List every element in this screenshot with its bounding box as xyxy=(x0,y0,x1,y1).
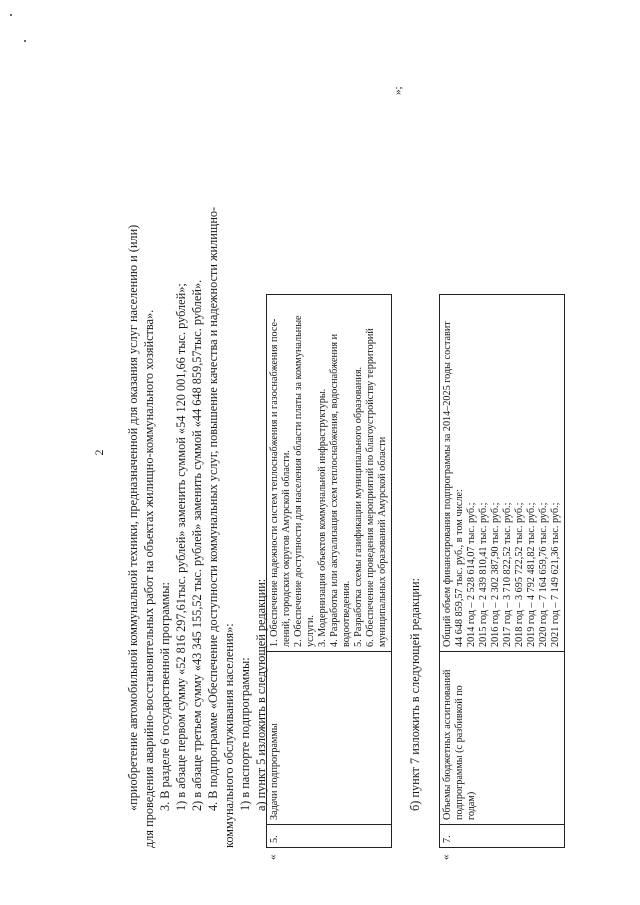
content-line: 44 648 859,57 тыс. руб., в том числе: xyxy=(454,489,465,647)
item7-table xyxy=(439,294,565,848)
content-line: 2018 год – 3 695 722,52 тыс. руб.; xyxy=(514,502,525,647)
paragraph: б) пункт 7 изложить в следующей редакции: xyxy=(408,577,422,811)
item-label: Объемы бюджетных ассигнований подпрограммы (с разбивкой по годам) xyxy=(440,652,565,825)
paragraph: «приобретение автомобильной коммунальной техники, предназначенной для оказания услуг населению и (или) xyxy=(126,224,140,811)
content-line: 2015 год – 2 439 810,41 тыс. руб.; xyxy=(478,502,489,647)
item-number: 5. xyxy=(267,825,392,848)
content-line: лений, городских округов Амурской области. xyxy=(281,450,292,647)
paragraph: 2) в абзаце третьем сумму «43 345 155,52 тыс. рублей» заменить суммой «44 648 859,57тыс. рублей». xyxy=(190,279,204,811)
content-line: 2021 год – 7 149 621,36 тыс. руб.; xyxy=(550,502,561,647)
item-label: Задачи подпрограммы xyxy=(267,652,392,825)
content-line: услуги. xyxy=(305,615,316,647)
paragraph: коммунального обслуживания населения»: xyxy=(222,623,236,848)
content-line: 2. Обеспечение доступности для населения области платы за коммунальные xyxy=(293,315,304,647)
content-line: 2016 год – 2 302 387,90 тыс. руб.; xyxy=(490,502,501,647)
content-line: 1. Обеспечение надежности систем теплоснабжения и газоснабжения посе- xyxy=(269,318,280,647)
table-row xyxy=(440,295,565,848)
content-line: 2020 год – 7 164 659,76 тыс. руб.; xyxy=(538,502,549,647)
close-quote: »; xyxy=(392,86,404,95)
paragraph: 4. В подпрограмме «Обеспечение доступности коммунальных услуг, повышение качества и надежности жилищно- xyxy=(206,206,220,811)
content-line: 5. Разработка схемы газификации муниципального образования. xyxy=(353,366,364,647)
paragraph: 1) в абзаце первом сумму «52 816 297,61тыс. рублей» заменить суммой «54 120 001,66 тыс. рублей»; xyxy=(174,283,188,811)
content-line: 2019 год – 4 792 481,82 тыс. руб.; xyxy=(526,502,537,647)
table-row xyxy=(267,295,392,848)
content-line: 6. Обеспечение проведения мероприятий по благоустройству территорий xyxy=(365,328,376,647)
content-line: 4. Разработка или актуализация схем теплоснабжения, водоснабжения и xyxy=(329,333,340,647)
item-content xyxy=(267,295,392,652)
content-line: муниципальных образований Амурской области xyxy=(377,436,388,647)
item-number: 7. xyxy=(440,825,565,848)
item-content xyxy=(440,295,565,652)
content-line: 2017 год – 3 710 822,52 тыс. руб.; xyxy=(502,502,513,647)
open-quote: « xyxy=(440,854,452,860)
content-line: 2014 год – 2 528 614,07 тыс. руб.; xyxy=(466,502,477,647)
page-number: 2 xyxy=(92,449,106,456)
content-line: 3. Модернизация объектов коммунальной инфраструктуры. xyxy=(317,388,328,647)
item5-table xyxy=(266,294,392,848)
paragraph: 1) в паспорте подпрограммы: xyxy=(238,657,252,811)
paragraph: а) пункт 5 изложить в следующей редакции: xyxy=(254,578,268,811)
open-quote: « xyxy=(267,854,279,860)
paragraph: для проведения аварийно-восстановительных работ на объектах жилищно-коммунального хозяйства». xyxy=(142,309,156,848)
content-line: водоотведения. xyxy=(341,580,352,647)
paragraph: 3. В разделе 6 государственной программы: xyxy=(158,582,172,811)
content-line: Общий объем финансирования подпрограммы за 2014–2025 годы составит xyxy=(442,321,453,647)
